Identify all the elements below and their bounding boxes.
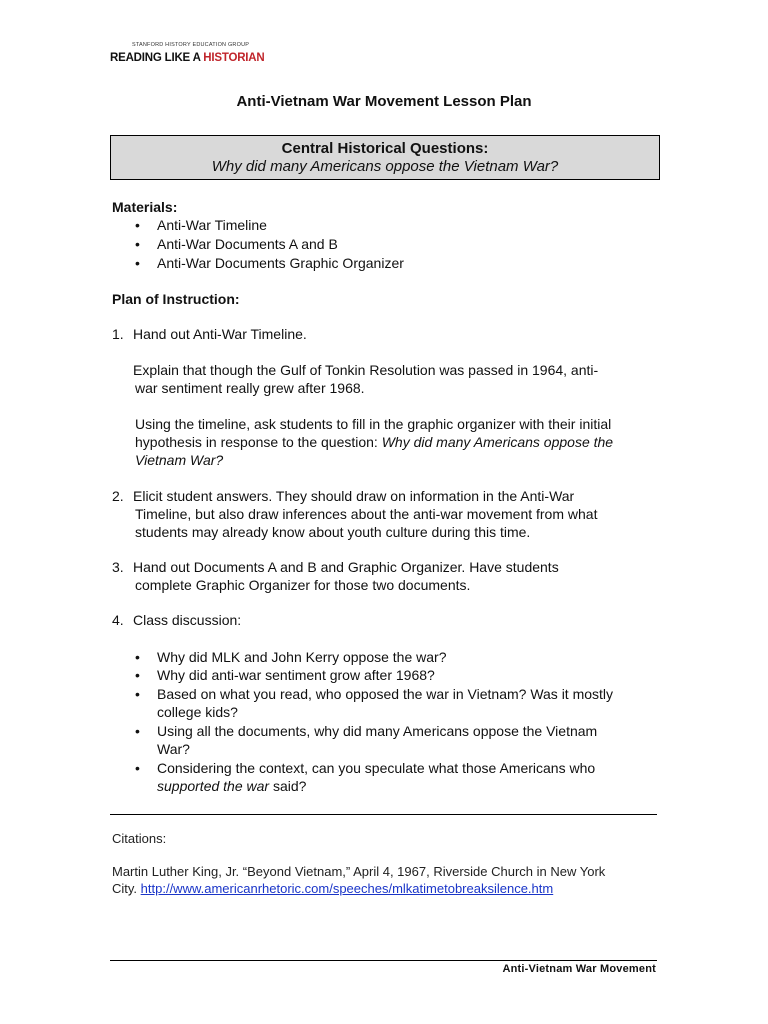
central-question: Why did many Americans oppose the Vietnam War?	[211, 158, 559, 175]
bullet: •	[135, 723, 140, 739]
paragraph-line: students may already know about youth culture during this time.	[135, 524, 531, 540]
materials-label: Materials:	[112, 199, 178, 215]
materials-item: Anti-War Documents A and B	[157, 236, 338, 252]
plan-label: Plan of Instruction:	[112, 291, 240, 307]
logo-text: READING LIKE A HISTORIAN	[110, 52, 265, 64]
paragraph-line: Vietnam War?	[135, 452, 224, 468]
bullet: •	[135, 686, 140, 702]
citations-label: Citations:	[112, 831, 167, 846]
citation-line: Martin Luther King, Jr. “Beyond Vietnam,” April 4, 1967, Riverside Church in New York	[112, 864, 606, 879]
step-number: 2.	[112, 488, 124, 504]
step-text: Elicit student answers. They should draw on information in the Anti-War	[133, 488, 575, 504]
logo-org: STANFORD HISTORY EDUCATION GROUP	[132, 42, 250, 48]
bullet: •	[135, 760, 140, 776]
discussion-question: Using all the documents, why did many Americans oppose the Vietnam	[157, 723, 598, 739]
paragraph-line: Explain that though the Gulf of Tonkin Resolution was passed in 1964, anti-	[133, 362, 599, 378]
materials-item: Anti-War Timeline	[157, 217, 267, 233]
step-number: 3.	[112, 559, 124, 575]
bullet: •	[135, 255, 140, 271]
step-text: Hand out Anti-War Timeline.	[133, 326, 307, 342]
central-questions-box	[110, 135, 660, 180]
citation-line: City. http://www.americanrhetoric.com/speeches/mlkatimetobreaksilence.htm	[112, 881, 554, 896]
paragraph-line: hypothesis in response to the question: Why did many Americans oppose the	[135, 434, 614, 450]
bullet: •	[135, 667, 140, 683]
step-text: Class discussion:	[133, 612, 242, 628]
step-text: Hand out Documents A and B and Graphic Organizer. Have students	[133, 559, 559, 575]
discussion-question-cont: college kids?	[157, 704, 238, 720]
paragraph-line: war sentiment really grew after 1968.	[135, 380, 365, 396]
discussion-question: Why did anti-war sentiment grow after 1968?	[157, 667, 435, 683]
bullet: •	[135, 649, 140, 665]
bullet: •	[135, 217, 140, 233]
materials-item: Anti-War Documents Graphic Organizer	[157, 255, 404, 271]
page-title: Anti-Vietnam War Movement Lesson Plan	[236, 93, 532, 110]
citation-link[interactable]: http://www.americanrhetoric.com/speeches/mlkatimetobreaksilence.htm	[140, 881, 554, 896]
central-questions-heading: Central Historical Questions:	[281, 140, 489, 157]
discussion-question: Why did MLK and John Kerry oppose the war?	[157, 649, 447, 665]
section-divider	[110, 814, 657, 815]
paragraph-line: Timeline, but also draw inferences about the anti-war movement from what	[135, 506, 598, 522]
discussion-question-cont: War?	[157, 741, 190, 757]
discussion-question-cont: supported the war said?	[157, 778, 307, 794]
footer-divider	[110, 960, 657, 961]
paragraph-line: complete Graphic Organizer for those two documents.	[135, 577, 471, 593]
sheg-logo	[110, 42, 265, 70]
discussion-question: Considering the context, can you speculate what those Americans who	[157, 760, 596, 776]
step-number: 4.	[112, 612, 124, 628]
discussion-question: Based on what you read, who opposed the war in Vietnam? Was it mostly	[157, 686, 614, 702]
step-number: 1.	[112, 326, 124, 342]
paragraph-line: Using the timeline, ask students to fill in the graphic organizer with their initial	[135, 416, 612, 432]
bullet: •	[135, 236, 140, 252]
footer-text: Anti-Vietnam War Movement	[502, 963, 656, 975]
